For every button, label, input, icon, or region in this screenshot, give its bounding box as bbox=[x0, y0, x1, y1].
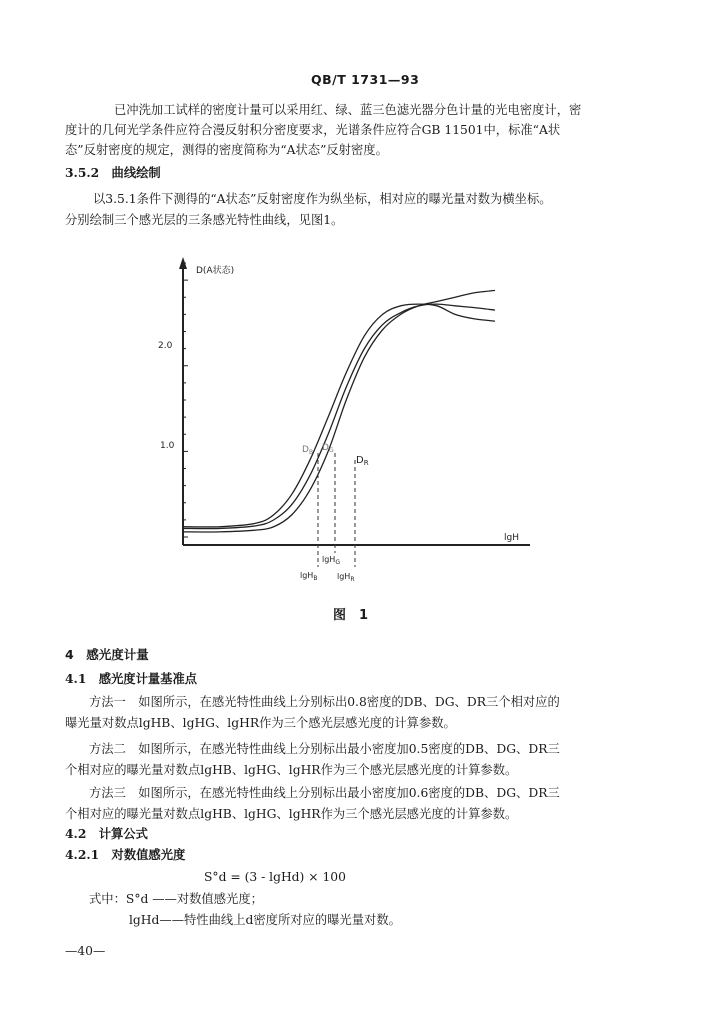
curve-d-g bbox=[183, 304, 495, 529]
method-1-line-1: 方法一 如图所示，在感光特性曲线上分别标出0.8密度的DB、DG、DR三个相对应的 bbox=[89, 695, 560, 709]
chart-axes bbox=[179, 257, 530, 545]
para-1-line-1: 已冲洗加工试样的密度计量可以采用红、绿、蓝三色滤光器分色计量的光电密度计，密 bbox=[114, 103, 582, 117]
method-3-line-2: 个相对应的曝光量对数点lgHB、lgHG、lgHR作为三个感光层感光度的计算参数。 bbox=[65, 807, 518, 821]
formula: S°d = (3 - lgHd) × 100 bbox=[204, 870, 346, 884]
curve-d-b bbox=[183, 304, 495, 527]
section-4-2-heading: 4.2 计算公式 bbox=[65, 826, 148, 841]
section-3-5-2-heading: 3.5.2 曲线绘制 bbox=[65, 165, 161, 180]
method-2-line-2: 个相对应的曝光量对数点lgHB、lgHG、lgHR作为三个感光层感光度的计算参数。 bbox=[65, 763, 518, 777]
method-2-line-1: 方法二 如图所示，在感光特性曲线上分别标出最小密度加0.5密度的DB、DG、DR三 bbox=[89, 742, 560, 756]
figure-caption: 图 1 bbox=[333, 608, 369, 623]
para-2-line-1: 以3.5.1条件下测得的“A状态”反射密度作为纵坐标，相对应的曝光量对数为横坐标。 bbox=[93, 192, 552, 206]
label-lghg: lgH$_G$ bbox=[322, 555, 340, 566]
reference-lines bbox=[318, 453, 355, 567]
section-4-1-heading: 4.1 感光度计量基准点 bbox=[65, 671, 198, 686]
para-1-line-2: 度计的几何光学条件应符合漫反射积分密度要求，光谱条件应符合GB 11501中，标准“A状 bbox=[65, 123, 561, 137]
curve-d-r bbox=[183, 290, 495, 532]
y-tick-label-1: 1.0 bbox=[160, 441, 175, 451]
sensitometric-chart bbox=[150, 255, 550, 595]
section-4-2-1-heading: 4.2.1 对数值感光度 bbox=[65, 847, 186, 862]
label-lghr: lgH$_R$ bbox=[337, 572, 355, 583]
method-3-line-1: 方法三 如图所示，在感光特性曲线上分别标出最小密度加0.6密度的DB、DG、DR三 bbox=[89, 786, 560, 800]
page-number: —40— bbox=[65, 944, 106, 958]
para-2-line-2: 分别绘制三个感光层的三条感光特性曲线，见图1。 bbox=[65, 213, 344, 227]
label-dr: $D_R$ bbox=[356, 455, 369, 467]
para-1-line-3: 态”反射密度的规定，测得的密度简称为“A状态”反射密度。 bbox=[65, 143, 388, 157]
formula-where-1: 式中：S°d ——对数值感光度； bbox=[89, 892, 263, 906]
y-tick-label-2: 2.0 bbox=[158, 341, 173, 351]
x-axis-label: lgH bbox=[504, 533, 519, 543]
label-lghb: lgH$_B$ bbox=[300, 571, 318, 582]
standard-code: QB/T 1731—93 bbox=[311, 72, 420, 87]
section-4-heading: 4 感光度计量 bbox=[65, 647, 149, 662]
y-axis-label: D(A状态) bbox=[196, 266, 235, 276]
characteristic-curves bbox=[183, 290, 495, 532]
method-1-line-2: 曝光量对数点lgHB、lgHG、lgHR作为三个感光层感光度的计算参数。 bbox=[65, 716, 456, 730]
label-dg: $D_G$ bbox=[322, 443, 334, 454]
formula-where-2: lgHd——特性曲线上d密度所对应的曝光量对数。 bbox=[129, 913, 401, 927]
label-db: $D_B$ bbox=[302, 445, 314, 456]
